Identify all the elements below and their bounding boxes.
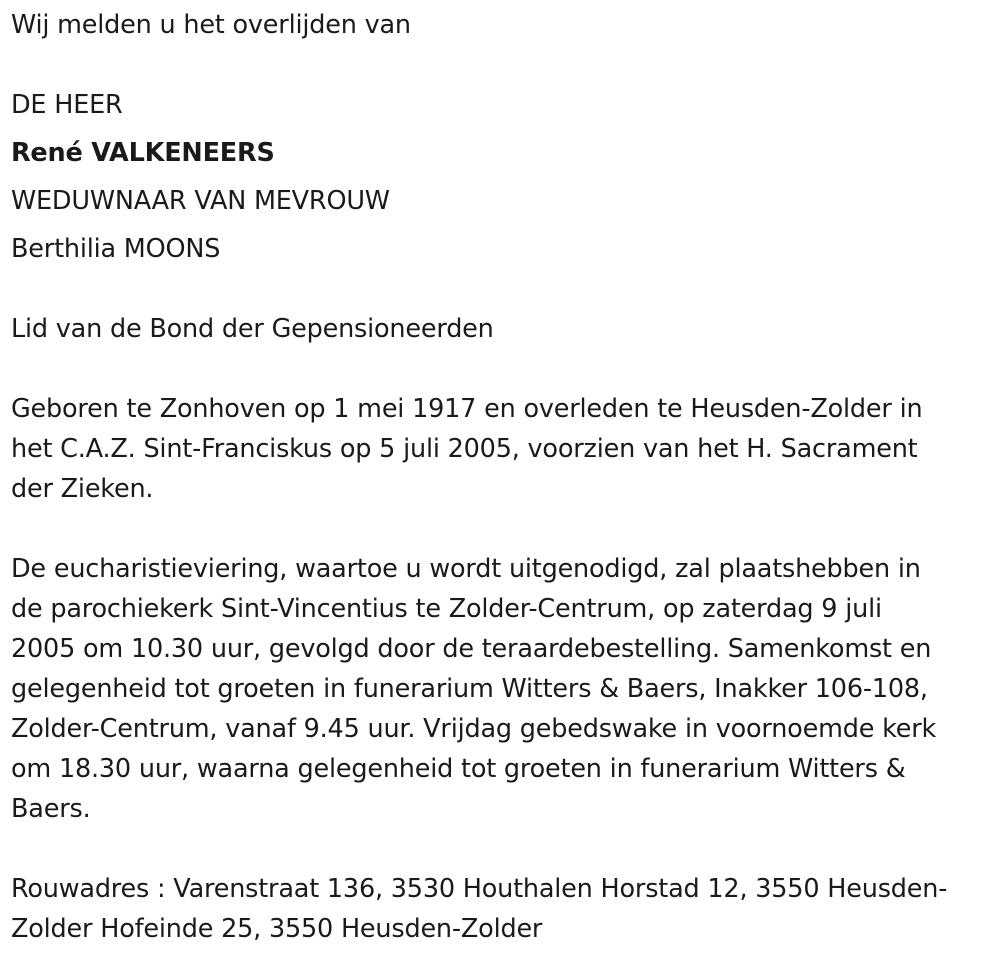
address-line: Zolder Hofeinde 25, 3550 Heusden-Zolder bbox=[11, 914, 543, 944]
intro-text: Wij melden u het overlijden van bbox=[11, 10, 411, 40]
address-line: Rouwadres : Varenstraat 136, 3530 Houthalen Horstad 12, 3550 Heusden- bbox=[11, 874, 948, 904]
paragraph-line: om 18.30 uur, waarna gelegenheid tot groeten in funerarium Witters & bbox=[11, 754, 906, 784]
paragraph-line: der Zieken. bbox=[11, 474, 154, 504]
paragraph-line: het C.A.Z. Sint-Franciskus op 5 juli 2005, voorzien van het H. Sacrament bbox=[11, 434, 918, 464]
paragraph-line: De eucharistieviering, waartoe u wordt uitgenodigd, zal plaatshebben in bbox=[11, 554, 921, 584]
spouse-name: Berthilia MOONS bbox=[11, 234, 221, 264]
paragraph-line: Baers. bbox=[11, 794, 91, 824]
paragraph-line: 2005 om 10.30 uur, gevolgd door de teraardebestelling. Samenkomst en bbox=[11, 634, 932, 664]
paragraph-line: Geboren te Zonhoven op 1 mei 1917 en overleden te Heusden-Zolder in bbox=[11, 394, 923, 424]
membership-text: Lid van de Bond der Gepensioneerden bbox=[11, 314, 494, 344]
paragraph-line: gelegenheid tot groeten in funerarium Witters & Baers, Inakker 106-108, bbox=[11, 674, 928, 704]
title-prefix: DE HEER bbox=[11, 90, 123, 120]
relation-text: WEDUWNAAR VAN MEVROUW bbox=[11, 186, 390, 216]
paragraph-line: de parochiekerk Sint-Vincentius te Zolder-Centrum, op zaterdag 9 juli bbox=[11, 594, 882, 624]
paragraph-line: Zolder-Centrum, vanaf 9.45 uur. Vrijdag gebedswake in voornoemde kerk bbox=[11, 714, 937, 744]
deceased-name: René VALKENEERS bbox=[11, 138, 275, 168]
